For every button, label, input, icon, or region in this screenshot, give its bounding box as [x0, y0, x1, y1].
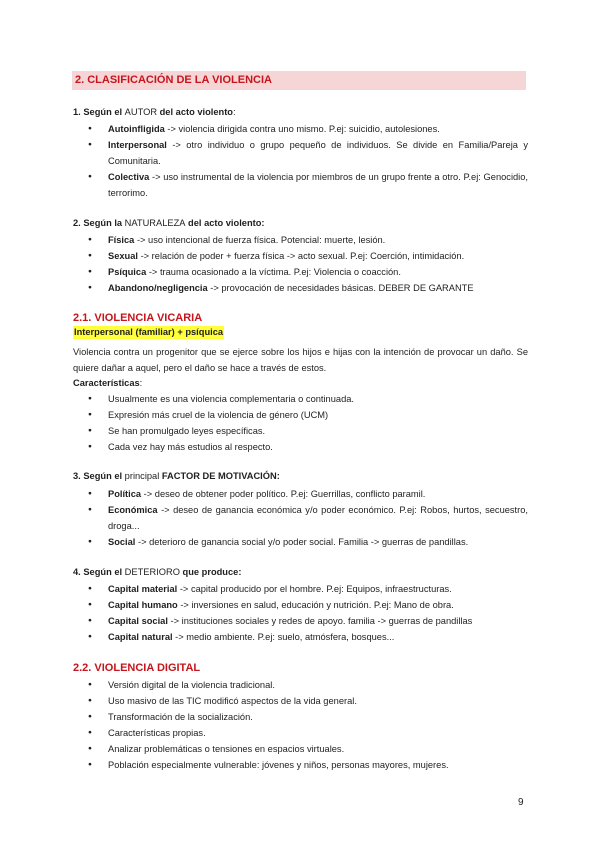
item-text: -> deseo de obtener poder político. P.ej: Guerrillas, conflicto paramil.: [141, 489, 426, 499]
list-item: [73, 534, 528, 550]
item-text: -> deterioro de ganancia social y/o poder social. Familia -> guerras de pandillas.: [135, 537, 469, 547]
item-text: -> uso intencional de fuerza física. Potencial: muerte, lesión.: [134, 235, 386, 245]
list-item: [73, 597, 528, 613]
caracteristicas-label: [73, 377, 142, 390]
vicaria-paragraph: Violencia contra un progenitor que se ejerce sobre los hijos e hijas con la intención de provocar un daño. Se quiere dañar a aquel, pero el daño se hace a través de estos.: [73, 347, 528, 373]
list-item: [73, 232, 528, 248]
item-term: Capital natural: [108, 632, 173, 642]
title-part: :: [232, 107, 236, 117]
list-item: [73, 169, 528, 201]
item-term: Capital social: [108, 616, 168, 626]
section-title-deterioro: [73, 566, 241, 579]
title-part: AUTOR: [124, 107, 158, 117]
item-term: Capital material: [108, 584, 178, 594]
item-term: Abandono/negligencia: [108, 283, 208, 293]
section-heading-clasificacion: 2. CLASIFICACIÓN DE LA VIOLENCIA: [72, 71, 526, 90]
section-title-autor: [73, 106, 236, 119]
title-part: FACTOR DE MOTIVACIÓN:: [159, 471, 280, 481]
highlight-tag: Interpersonal (familiar) + psíquica: [74, 327, 224, 337]
page-number: 9: [518, 797, 524, 808]
vicaria-list: [73, 391, 528, 455]
autor-list: [73, 121, 528, 201]
section-title-naturaleza: [73, 217, 265, 230]
section-title-motivacion: [73, 470, 280, 483]
title-part: del acto violento:: [185, 218, 265, 228]
title-part: 1. Según el: [73, 107, 125, 117]
title-part: que produce:: [179, 567, 242, 577]
list-item: ● Transformación de la socialización.: [73, 709, 528, 725]
title-part: 2. Según la: [73, 218, 125, 228]
list-item: [73, 264, 528, 280]
item-term: Capital humano: [108, 600, 178, 610]
digital-list: [73, 677, 528, 773]
list-item: [73, 486, 528, 502]
item-text: -> inversiones en salud, educación y nutrición. P.ej: Mano de obra.: [177, 600, 454, 610]
list-item: ● Características propias.: [73, 725, 528, 741]
deterioro-list: [73, 581, 528, 645]
item-text: -> provocación de necesidades básicas. DEBER DE GARANTE: [207, 283, 474, 293]
naturaleza-list: [73, 232, 528, 296]
item-term: Política: [108, 489, 142, 499]
list-item: ● Expresión más cruel de la violencia de género (UCM): [73, 407, 528, 423]
list-item: ● Cada vez hay más estudios al respecto.: [73, 439, 528, 455]
title-part: 3. Según el: [73, 471, 125, 481]
list-item: [73, 280, 528, 296]
section-heading-digital: 2.2. VIOLENCIA DIGITAL: [73, 662, 201, 674]
item-term: Sexual: [108, 251, 138, 261]
list-item: [73, 248, 528, 264]
item-term: Social: [108, 537, 136, 547]
item-text: -> uso instrumental de la violencia por miembros de un grupo frente a otro. P.ej: Genocidio, terrorimo.: [108, 172, 528, 198]
title-part: del acto violento: [157, 107, 233, 117]
motivacion-list: [73, 486, 528, 550]
item-term: Física: [108, 235, 135, 245]
item-text: -> instituciones sociales y redes de apoyo. familia -> guerras de pandillas: [167, 616, 473, 626]
title-part: NATURALEZA: [124, 218, 186, 228]
item-text: -> medio ambiente. P.ej: suelo, atmósfera, bosques...: [172, 632, 395, 642]
list-item: ● Se han promulgado leyes específicas.: [73, 423, 528, 439]
title-part: 4. Según el: [73, 567, 125, 577]
list-item: [73, 613, 528, 629]
item-text: -> relación de poder + fuerza física -> acto sexual. P.ej: Coerción, intimidación.: [137, 251, 465, 261]
item-term: Económica: [108, 505, 158, 515]
list-item: [73, 629, 528, 645]
list-item: ● Población especialmente vulnerable: jóvenes y niños, personas mayores, mujeres.: [73, 757, 528, 773]
label-text: Características: [73, 378, 140, 388]
list-item: [73, 121, 528, 137]
list-item: ● Uso masivo de las TIC modificó aspectos de la vida general.: [73, 693, 528, 709]
list-item: [73, 137, 528, 169]
title-part: DETERIORO: [124, 567, 180, 577]
item-text: -> capital producido por el hombre. P.ej: Equipos, infraestructuras.: [177, 584, 452, 594]
item-text: -> otro individuo o grupo pequeño de individuos. Se divide en Familia/Pareja y Comunitaria.: [108, 140, 528, 166]
list-item: ● Analizar problemáticas o tensiones en espacios virtuales.: [73, 741, 528, 757]
item-text: -> deseo de ganancia económica y/o poder económico. P.ej: Robos, hurtos, secuestro, droga...: [108, 505, 528, 531]
section-heading-vicaria: 2.1. VIOLENCIA VICARIA: [73, 312, 203, 324]
label-tail: :: [139, 378, 143, 388]
title-part: principal: [124, 471, 160, 481]
item-text: -> trauma ocasionado a la víctima. P.ej: Violencia o coacción.: [146, 267, 401, 277]
list-item: ● Versión digital de la violencia tradicional.: [73, 677, 528, 693]
list-item: ● Usualmente es una violencia complementaria o continuada.: [73, 391, 528, 407]
list-item: [73, 502, 528, 534]
item-term: Psíquica: [108, 267, 147, 277]
item-text: -> violencia dirigida contra uno mismo. P.ej: suicidio, autolesiones.: [164, 124, 440, 134]
item-term: Interpersonal: [108, 140, 167, 150]
item-term: Autoinfligida: [108, 124, 165, 134]
item-term: Colectiva: [108, 172, 150, 182]
list-item: [73, 581, 528, 597]
